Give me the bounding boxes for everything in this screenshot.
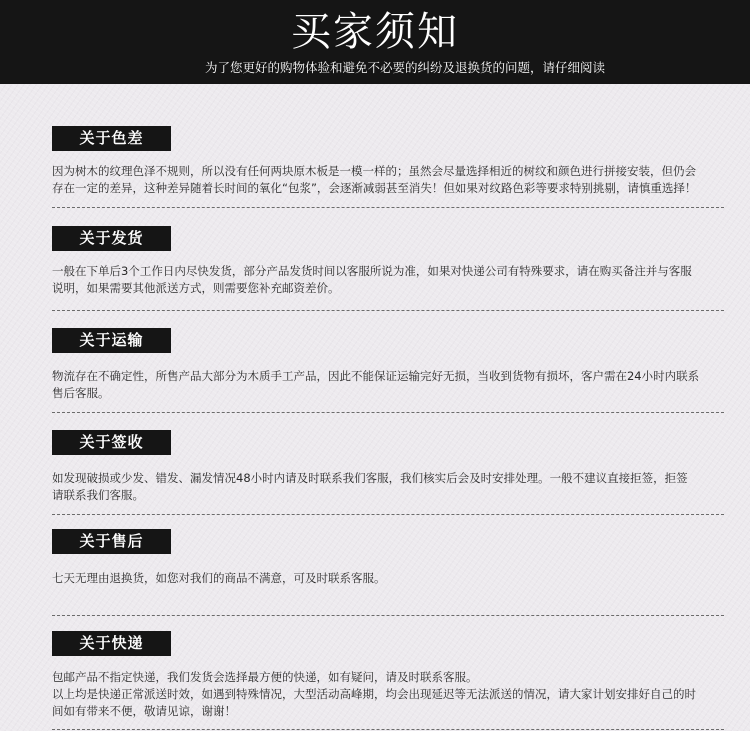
section-content	[52, 163, 732, 197]
content-line: 七天无理由退换货，如您对我们的商品不满意，可及时联系客服。	[52, 571, 386, 585]
section-content	[52, 470, 732, 504]
content-line: 存在一定的差异，这种差异随着长时间的氧化“包浆”，会逐渐减弱甚至消失！但如果对纹路色彩等要求特别挑剔，请慎重选择！	[52, 181, 697, 195]
dashed-divider	[52, 514, 724, 515]
section-content	[52, 263, 732, 297]
content-line: 如发现破损或少发、错发、漏发情况48小时内请及时联系我们客服，我们核实后会及时安排处理。一般不建议直接拒签，拒签	[52, 471, 688, 485]
content-line: 一般在下单后3个工作日内尽快发货，部分产品发货时间以客服所说为准，如果对快递公司有特殊要求，请在购买备注并与客服	[52, 264, 692, 278]
dashed-divider	[52, 310, 724, 311]
section-content	[52, 368, 732, 402]
content-line: 包邮产品不指定快递，我们发货会选择最方便的快递，如有疑问，请及时联系客服。	[52, 670, 478, 684]
section-label: 关于色差	[52, 126, 171, 151]
content-line: 物流存在不确定性，所售产品大部分为木质手工产品，因此不能保证运输完好无损，当收到货物有损坏，客户需在24小时内联系	[52, 369, 700, 383]
content-line: 因为树木的纹理色泽不规则，所以没有任何两块原木板是一模一样的；虽然会尽量选择相近的树纹和颜色进行拼接安装，但仍会	[52, 164, 696, 178]
content-line: 以上均是快递正常派送时效，如遇到特殊情况，大型活动高峰期，均会出现延迟等无法派送的情况，请大家计划安排好自己的时	[52, 687, 696, 701]
content-line: 间如有带来不便，敬请见谅，谢谢！	[52, 704, 236, 718]
dashed-divider	[52, 412, 724, 413]
section-content	[52, 570, 732, 587]
content-line: 说明，如果需要其他派送方式，则需要您补充邮资差价。	[52, 281, 340, 295]
dashed-divider	[52, 615, 724, 616]
content-line: 售后客服。	[52, 386, 110, 400]
section-label: 关于发货	[52, 226, 171, 251]
dashed-divider	[52, 729, 724, 730]
section-content	[52, 669, 732, 720]
page-header	[0, 0, 750, 84]
section-label: 关于售后	[52, 529, 171, 554]
content-line: 请联系我们客服。	[52, 488, 144, 502]
section-label: 关于快递	[52, 631, 171, 656]
section-label: 关于签收	[52, 430, 171, 455]
section-label: 关于运输	[52, 328, 171, 353]
page-title: 买家须知	[291, 9, 459, 55]
dashed-divider	[52, 207, 724, 208]
page-subtitle: 为了您更好的购物体验和避免不必要的纠纷及退换货的问题，请仔细阅读	[204, 60, 605, 75]
